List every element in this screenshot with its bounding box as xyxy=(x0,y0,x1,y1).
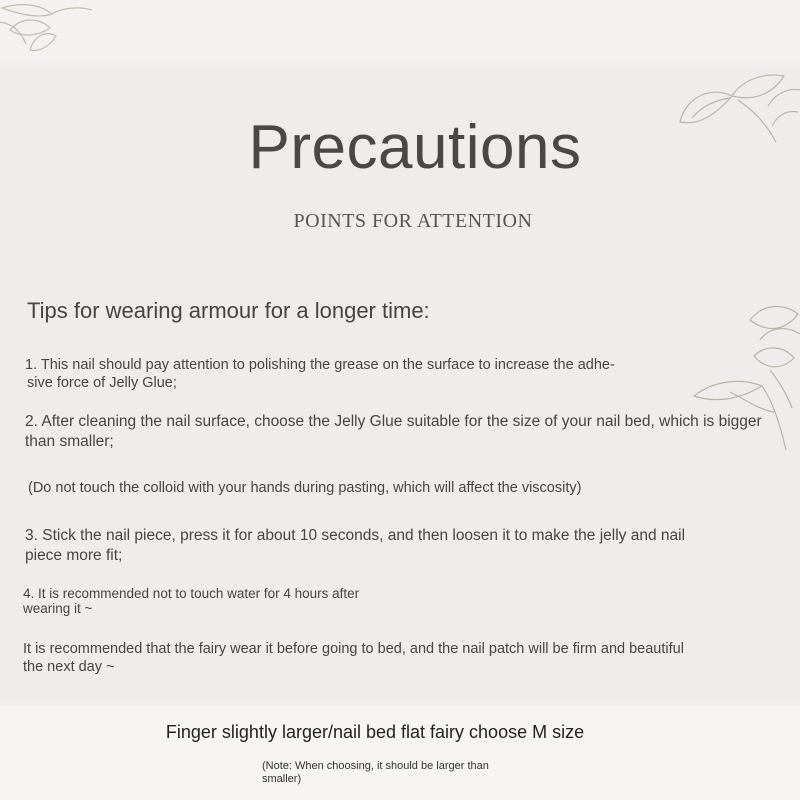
tip-item-1 xyxy=(25,356,615,392)
tip-item-3 xyxy=(25,526,685,566)
tip-line: 3. Stick the nail piece, press it for about 10 seconds, and then loosen it to make the jelly and nail xyxy=(25,527,686,544)
tip-note xyxy=(28,479,581,497)
tip-line: It is recommended that the fairy wear it before going to bed, and the nail patch will be firm and beautiful xyxy=(23,641,684,657)
tip-item-2 xyxy=(25,412,762,452)
size-note-line: smaller) xyxy=(262,773,302,785)
tips-heading: Tips for wearing armour for a longer time: xyxy=(27,298,430,323)
size-note-line: (Note: When choosing, it should be larger than xyxy=(262,760,489,772)
tip-item-5 xyxy=(23,640,684,676)
floral-sketch-top-left xyxy=(0,0,100,60)
tip-line: wearing it ~ xyxy=(23,601,93,616)
tip-line: sive force of Jelly Glue; xyxy=(27,375,177,391)
size-recommendation: Finger slightly larger/nail bed flat fairy choose M size xyxy=(165,722,585,742)
tip-line: the next day ~ xyxy=(23,659,115,675)
page-subtitle: POINTS FOR ATTENTION xyxy=(293,210,533,232)
tip-line: piece more fit; xyxy=(25,547,123,564)
tip-line: 4. It is recommended not to touch water for 4 hours after xyxy=(23,586,360,601)
tip-line: 1. This nail should pay attention to polishing the grease on the surface to increase the adhe- xyxy=(25,357,615,373)
page-title: Precautions xyxy=(248,113,582,182)
top-band xyxy=(0,0,800,60)
tip-line: (Do not touch the colloid with your hands during pasting, which will affect the viscosity) xyxy=(28,480,582,496)
tip-item-4 xyxy=(23,586,359,616)
tip-line: than smaller; xyxy=(25,433,114,450)
size-note xyxy=(262,760,552,786)
tip-line: 2. After cleaning the nail surface, choose the Jelly Glue suitable for the size of your nail bed, which is bigger xyxy=(25,413,762,430)
